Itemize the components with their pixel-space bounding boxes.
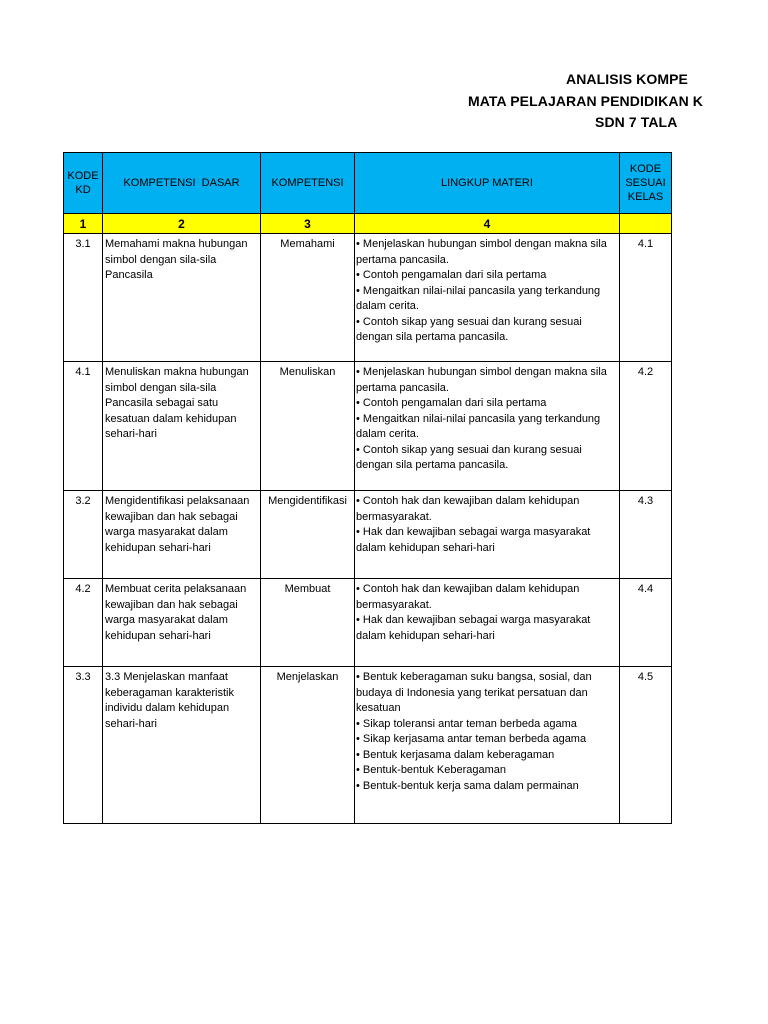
materi-item: • Bentuk kerjasama dalam keberagaman xyxy=(356,748,555,761)
materi-item: • Sikap kerjasama antar teman berbeda agama xyxy=(356,733,587,745)
materi-item: • Mengaitkan nilai-nilai pancasila yang terkandung dalam cerita. xyxy=(356,284,601,312)
lingkup-materi-cell xyxy=(355,491,620,579)
materi-item: • Bentuk-bentuk Keberagaman xyxy=(356,764,507,776)
materi-item: • Mengaitkan nilai-nilai pancasila yang terkandung dalam cerita. xyxy=(356,412,601,440)
kompetensi-cell: Mengidentifikasi xyxy=(261,491,355,579)
table-row xyxy=(64,234,672,362)
materi-item: • Contoh sikap yang sesuai dan kurang sesuai dengan sila pertama pancasila. xyxy=(356,315,582,343)
column-number-1: 1 xyxy=(64,214,103,234)
kompetensi-dasar-cell xyxy=(103,362,261,491)
kompetensi-dasar-text: Mengidentifikasi pelaksanaan kewajiban dan hak sebagai warga masyarakat dalam kehidupan sehari-hari xyxy=(105,495,250,554)
lingkup-materi-cell xyxy=(355,362,620,491)
title-line-3: SDN 7 TALA xyxy=(595,114,678,130)
header-lingkup-materi xyxy=(355,153,620,214)
kode-kd-cell: 3.3 xyxy=(64,667,103,824)
materi-item: • Sikap toleransi antar teman berbeda agama xyxy=(356,717,577,730)
materi-item: • Hak dan kewajiban sebagai warga masyarakat dalam kehidupan sehari-hari xyxy=(356,614,591,642)
materi-item: • Contoh hak dan kewajiban dalam kehidupan bermasyarakat. xyxy=(356,495,580,523)
materi-item: • Contoh hak dan kewajiban dalam kehidupan bermasyarakat. xyxy=(356,583,580,611)
lingkup-materi-cell xyxy=(355,234,620,362)
table-row xyxy=(64,362,672,491)
kode-kelas-cell: 4.2 xyxy=(620,362,672,491)
header-kompetensi-label: KOMPETENSI xyxy=(271,177,344,189)
table-row xyxy=(64,579,672,667)
materi-item: • Contoh pengamalan dari sila pertama xyxy=(356,269,547,281)
kompetensi-dasar-text: Membuat cerita pelaksanaan kewajiban dan hak sebagai warga masyarakat dalam kehidupan sehari-hari xyxy=(105,583,247,642)
lingkup-materi-cell xyxy=(355,579,620,667)
kompetensi-cell: Menjelaskan xyxy=(261,667,355,824)
column-number-row xyxy=(64,214,672,234)
column-number-3: 3 xyxy=(261,214,355,234)
materi-item: • Menjelaskan hubungan simbol dengan makna sila pertama pancasila. xyxy=(356,366,607,394)
header-kompetensi-dasar-label: KOMPETENSI DASAR xyxy=(123,177,240,189)
header-kode-kd xyxy=(64,153,103,214)
kompetensi-dasar-cell xyxy=(103,579,261,667)
table-row xyxy=(64,491,672,579)
materi-item: • Hak dan kewajiban sebagai warga masyarakat dalam kehidupan sehari-hari xyxy=(356,526,591,554)
kode-kelas-cell: 4.5 xyxy=(620,667,672,824)
header-kode-kelas-label: KODE SESUAI KELAS xyxy=(625,163,666,203)
kode-kelas-cell: 4.3 xyxy=(620,491,672,579)
title-line-2: MATA PELAJARAN PENDIDIKAN K xyxy=(468,93,703,109)
kode-kd-cell: 4.1 xyxy=(64,362,103,491)
column-number-2: 2 xyxy=(103,214,261,234)
materi-item: • Contoh sikap yang sesuai dan kurang sesuai dengan sila pertama pancasila. xyxy=(356,443,582,471)
materi-item: • Bentuk keberagaman suku bangsa, sosial, dan budaya di Indonesia yang terikat persatuan dan kesatuan xyxy=(356,671,592,714)
header-kompetensi-dasar xyxy=(103,153,261,214)
materi-item: • Menjelaskan hubungan simbol dengan makna sila pertama pancasila. xyxy=(356,238,607,266)
kode-kd-cell: 4.2 xyxy=(64,579,103,667)
kompetensi-dasar-cell xyxy=(103,491,261,579)
header-kompetensi xyxy=(261,153,355,214)
kompetensi-cell: Membuat xyxy=(261,579,355,667)
materi-item: • Contoh pengamalan dari sila pertama xyxy=(356,397,547,409)
kompetensi-dasar-cell xyxy=(103,667,261,824)
materi-item: • Bentuk-bentuk kerja sama dalam permainan xyxy=(356,779,579,792)
kompetensi-dasar-text: Menuliskan makna hubungan simbol dengan sila-sila Pancasila sebagai satu kesatuan dalam kehidupan sehari-hari xyxy=(105,366,249,440)
kode-kd-cell: 3.1 xyxy=(64,234,103,362)
competency-analysis-table xyxy=(63,152,672,824)
document-title xyxy=(0,68,703,134)
kode-kd-cell: 3.2 xyxy=(64,491,103,579)
header-row xyxy=(64,153,672,214)
kode-kelas-cell: 4.1 xyxy=(620,234,672,362)
kompetensi-cell: Menuliskan xyxy=(261,362,355,491)
column-number-4: 4 xyxy=(355,214,620,234)
header-lingkup-materi-label: LINGKUP MATERI xyxy=(441,177,533,189)
header-kode-kelas xyxy=(620,153,672,214)
kompetensi-cell: Memahami xyxy=(261,234,355,362)
kompetensi-dasar-text: Memahami makna hubungan simbol dengan sila-sila Pancasila xyxy=(105,238,248,281)
title-line-1: ANALISIS KOMPE xyxy=(566,71,688,87)
kompetensi-dasar-cell xyxy=(103,234,261,362)
table-row xyxy=(64,667,672,824)
kode-kelas-cell: 4.4 xyxy=(620,579,672,667)
column-number-5 xyxy=(620,214,672,234)
header-kode-kd-label: KODE KD xyxy=(67,170,99,196)
lingkup-materi-cell xyxy=(355,667,620,824)
kompetensi-dasar-text: 3.3 Menjelaskan manfaat keberagaman karakteristik individu dalam kehidupan sehari-hari xyxy=(105,671,235,730)
